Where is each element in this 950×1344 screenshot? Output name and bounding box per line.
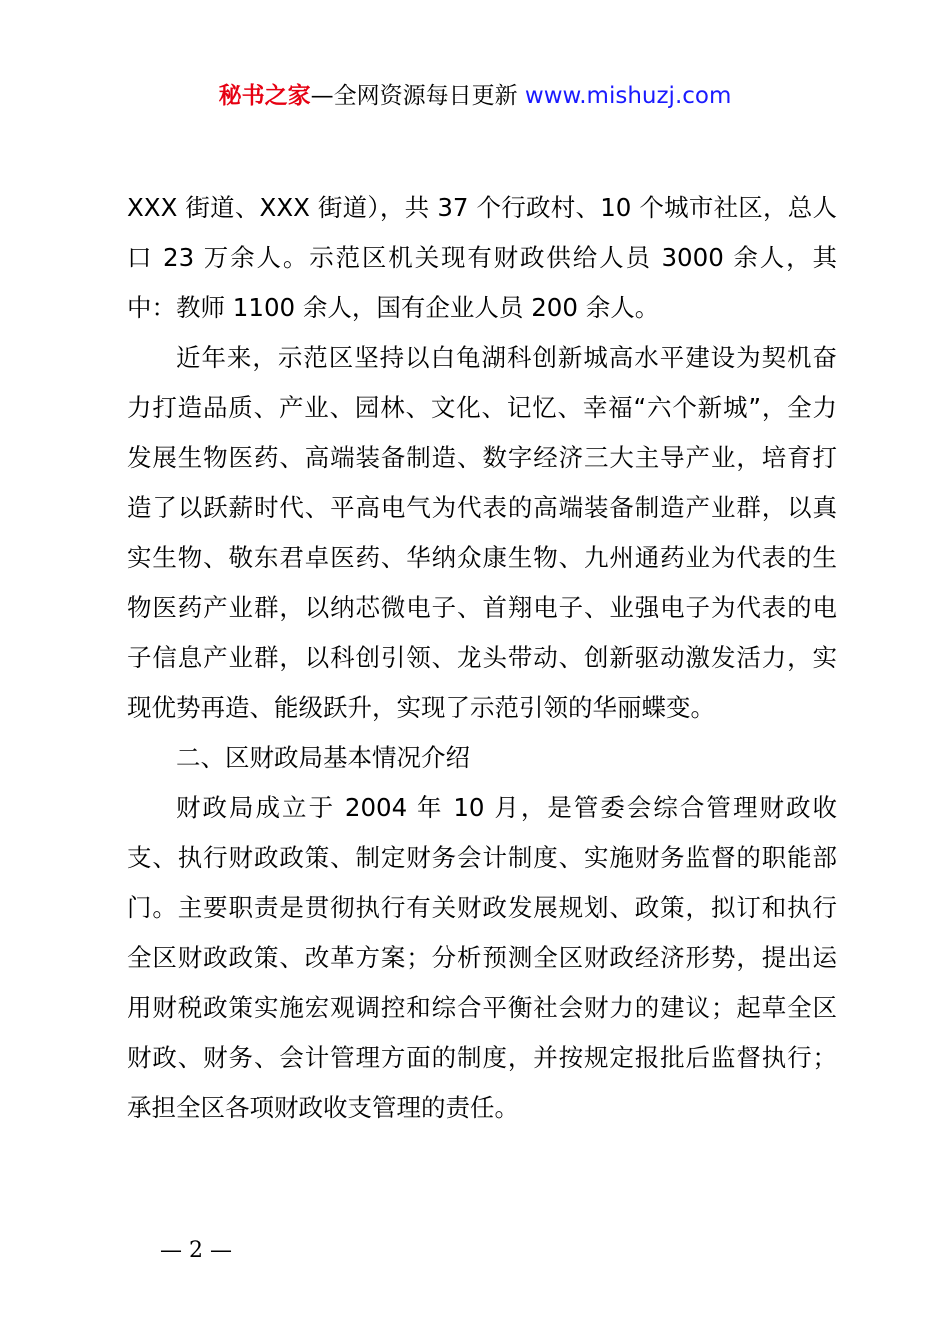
page-number: — 2 — [160,1238,232,1263]
document-body [127,183,837,1133]
header-tagline: —全网资源每日更新 [310,83,518,109]
section-heading: 二、区财政局基本情况介绍 [176,743,470,772]
brand-name: 秘书之家 [218,83,311,109]
paragraph-bureau-intro: 财政局成立于 2004 年 10 月，是管委会综合管理财政收支、执行财政政策、制定财务会计制度、实施财务监督的职能部门。主要职责是贯彻执行有关财政发展规划、政策，拟订和执行全区财政政策、改革方案；分析预测全区财政经济形势，提出运用财税政策实施宏观调控和综合平衡社会财力的建议；起草全区财政、财务、会计管理方面的制度，并按规定报批后监督执行；承担全区各项财政收支管理的责任。 [127,793,837,1122]
page-header [0,78,950,114]
paragraph-continuation: XXX 街道、XXX 街道），共 37 个行政村、10 个城市社区，总人口 23 万余人。示范区机关现有财政供给人员 3000 余人，其中：教师 1100 余人，国有企业人员 200 余人。 [127,193,837,322]
paragraph-development: 近年来，示范区坚持以白龟湖科创新城高水平建设为契机奋力打造品质、产业、园林、文化、记忆、幸福“六个新城”，全力发展生物医药、高端装备制造、数字经济三大主导产业，培育打造了以跃薪时代、平高电气为代表的高端装备制造产业群，以真实生物、敬东君卓医药、华纳众康生物、九州通药业为代表的生物医药产业群，以纳芯微电子、首翔电子、业强电子为代表的电子信息产业群，以科创引领、龙头带动、创新驱动激发活力，实现优势再造、能级跃升，实现了示范引领的华丽蝶变。 [127,343,837,722]
header-url-link[interactable]: www.mishuzj.com [524,83,732,109]
